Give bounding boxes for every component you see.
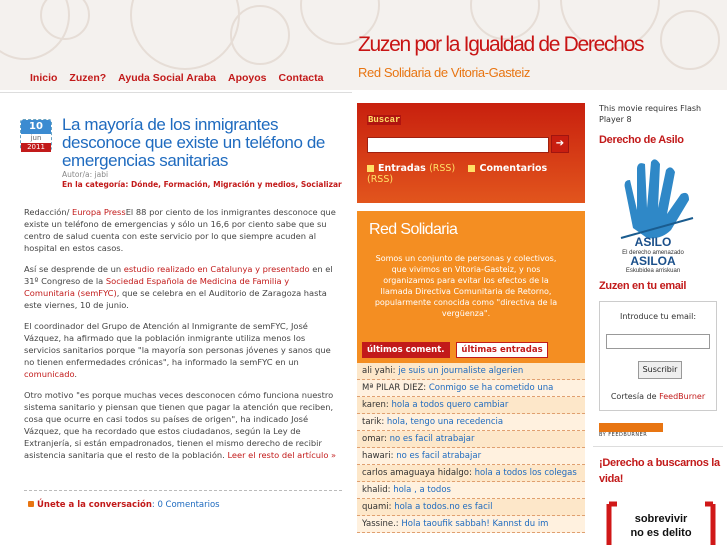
comment-author: ali yahi <box>362 366 393 376</box>
feedburner-link[interactable]: FeedBurner <box>659 392 706 401</box>
text: El 88 por ciento de los inmigrantes desconoce que existe un teléfono de emergencias y sólo un 16,6 por ciento sabe que su centro de salud cuenta con este servicio por lo que siempre acuden al hospital en estos casos. <box>24 207 336 253</box>
entries-label: Entradas <box>378 163 426 174</box>
comment-author: carlos amaguaya hidalgo <box>362 468 470 478</box>
feedburner-credit <box>600 392 716 401</box>
flash-notice: This movie requires Flash Player 8 <box>599 104 702 124</box>
search-button[interactable]: ➔ <box>551 135 569 153</box>
tab-recent-entries[interactable]: últimas entradas <box>456 342 547 358</box>
email-label: Introduce tu email: <box>619 312 697 321</box>
post-categories <box>62 180 342 189</box>
comment-excerpt[interactable]: hola a todos.no es facil <box>394 502 493 512</box>
post-paragraph <box>24 389 342 461</box>
list-item[interactable]: tarik: hola, tengo una recedencia <box>357 414 585 431</box>
text: , que se celebra en el Auditorio de Zaragoza hasta este viernes, 10 de junio. <box>24 288 327 310</box>
feedburner-text: BY FEEDBURNER <box>599 432 648 438</box>
asilo-heading: Derecho de Asilo <box>599 134 684 146</box>
link-comunicado[interactable]: comunicado <box>24 369 75 379</box>
campaign-banner[interactable] <box>605 498 717 545</box>
email-subscribe-box <box>599 301 717 411</box>
join-conversation-link[interactable]: Únete a la conversación <box>37 500 152 510</box>
comment-excerpt[interactable]: je suis un journaliste algerien <box>398 366 524 376</box>
asilo-line1: El derecho amenazado <box>622 250 684 256</box>
comment-author: khalid <box>362 485 388 495</box>
comment-author: Mª PILAR DIEZ <box>362 383 424 393</box>
text: Así se desprende de un <box>24 264 124 274</box>
list-item[interactable]: ali yahi: je suis un journaliste algerien <box>357 363 585 380</box>
categories-label: En la categoría: <box>62 180 129 189</box>
nav-zuzen[interactable]: Zuzen? <box>69 72 107 84</box>
asilo-big: ASILO <box>634 235 672 249</box>
post-column <box>0 92 352 545</box>
feedburner-logo[interactable] <box>599 423 663 439</box>
comment-excerpt[interactable]: Conmigo se ha cometido una <box>428 383 554 393</box>
decor-swirl <box>660 10 720 70</box>
main-nav <box>30 72 335 84</box>
text: en el 31º Congreso de la <box>24 264 333 286</box>
nav-contacta[interactable]: Contacta <box>278 72 324 84</box>
tab-recent-comments[interactable]: últimos coment. <box>362 342 450 358</box>
list-item[interactable]: quami: hola a todos.no es facil <box>357 499 585 516</box>
list-item[interactable]: khalid: hola , a todos <box>357 482 585 499</box>
asilo-big2: ASILOA <box>630 254 676 268</box>
link-semfyc[interactable]: Sociedad Española de Medicina de Familia y Comunitaria (semFYC) <box>24 276 290 298</box>
post-body <box>24 206 342 470</box>
comment-author: hawari <box>362 451 391 461</box>
categories-links[interactable]: Dónde, Formación, Migración y medios, Socializar <box>130 180 342 189</box>
email-input[interactable] <box>606 334 710 349</box>
search-input[interactable] <box>367 137 549 153</box>
comment-excerpt[interactable]: hola, tengo una recedencia <box>386 417 504 427</box>
comment-author: tarik <box>362 417 382 427</box>
list-item[interactable]: karen: hola a todos quero cambiar <box>357 397 585 414</box>
text: Otro motivo "es porque muchas veces desconocen cómo funciona nuestro sistema sanitario y piensan que tienen que pagar la atención que reciben, cosa que ocurre en casi todos su países de origen", ha indicado José Vázquez, que ha recordado que estos ciudadanos, según la Ley de Extranjería, si están empadronados, tienen el mismo derecho de recibir asistencia sanitaria que el resto de la población. <box>24 390 334 460</box>
feedburner-bar <box>599 423 663 432</box>
date-day: 10 <box>21 120 51 134</box>
search-box <box>357 103 585 203</box>
decor-swirl <box>130 0 240 70</box>
red-solidaria-title: Red Solidaria <box>369 221 458 238</box>
right-sidebar <box>591 103 727 545</box>
comment-author: Yassine. <box>362 519 396 529</box>
text: Redacción/ <box>24 207 73 217</box>
comment-excerpt[interactable]: hola , a todos <box>393 485 451 495</box>
post-title[interactable]: La mayoría de los inmigrantes desconoce que existe un teléfono de emergencias sanitarias <box>62 115 325 170</box>
comment-excerpt[interactable]: Hola taoufik sabbah! Kannst du im <box>401 519 549 529</box>
list-item[interactable]: Mª PILAR DIEZ: Conmigo se ha cometido una <box>357 380 585 397</box>
site-title[interactable]: Zuzen por la Igualdad de Derechos <box>358 33 644 56</box>
site-subtitle: Red Solidaria de Vitoria-Gasteiz <box>358 65 530 80</box>
middle-sidebar <box>357 103 585 545</box>
link-europa-press[interactable]: Europa Press <box>72 207 126 217</box>
read-more-link[interactable]: Leer el resto del artículo » <box>227 450 337 460</box>
list-item[interactable]: hawari: no es facil atrabajar <box>357 448 585 465</box>
link-estudio[interactable]: estudio realizado en Catalunya y presentado <box>123 264 310 274</box>
post-paragraph <box>24 206 342 254</box>
rss-label: (RSS) <box>367 174 394 185</box>
credit-text: Cortesía de <box>610 392 660 401</box>
entries-feed[interactable] <box>367 163 455 174</box>
site-header <box>0 0 727 90</box>
post-paragraph <box>24 320 342 380</box>
post-comments <box>28 500 220 510</box>
divider <box>24 490 342 491</box>
comment-author: quami <box>362 502 389 512</box>
date-month: jun <box>30 134 42 142</box>
asilo-line2: Eskubidea arriskuan <box>625 268 681 273</box>
text: . <box>74 369 78 379</box>
decor-swirl <box>230 5 290 65</box>
comment-count[interactable]: : 0 Comentarios <box>151 500 220 510</box>
text: El coordinador del Grupo de Atención al Inmigrante de semFYC, José Vázquez, ha afirmado que la población inmigrante utiliza menos los servicios sanitarios porque "la mayoría son personas jóvenes y sanos que no tienen enfermedades crónicas", ha informado la semFYC en un <box>24 321 331 367</box>
comment-author: omar <box>362 434 385 444</box>
comment-excerpt[interactable]: no es facil atrabajar <box>389 434 475 444</box>
red-solidaria-text: Somos un conjunto de personas y colectivos, que vivimos en Vitoria-Gasteiz, y nos organizamos para evitar los efectos de la llamada Directiva Comunitaria de Retorno, popularmente conocida como "directiva de la vergüenza". <box>374 254 558 318</box>
nav-apoyos[interactable]: Apoyos <box>228 72 267 84</box>
subscribe-button[interactable]: Suscribir <box>638 361 682 379</box>
list-item[interactable]: Yassine.: Hola taoufik sabbah! Kannst du im <box>357 516 585 533</box>
rss-label: (RSS) <box>429 163 456 174</box>
nav-inicio[interactable]: Inicio <box>30 72 58 84</box>
divider <box>593 446 723 447</box>
feed-links <box>367 163 585 185</box>
date-year: 2011 <box>21 143 51 152</box>
comment-bullet-icon <box>28 501 34 507</box>
hand-icon <box>621 159 693 238</box>
search-label: Buscar <box>368 115 401 125</box>
list-item[interactable]: omar: no es facil atrabajar <box>357 431 585 448</box>
email-heading: Zuzen en tu email <box>599 280 687 292</box>
nav-ayuda-social[interactable]: Ayuda Social Araba <box>118 72 217 84</box>
recent-comments-list <box>357 363 585 533</box>
comment-excerpt[interactable]: no es facil atrabajar <box>396 451 482 461</box>
post-paragraph <box>24 263 342 311</box>
comment-excerpt[interactable]: hola a todos los colegas <box>474 468 577 478</box>
campaign-line1: sobrevivir <box>634 513 688 525</box>
rss-icon <box>468 165 475 172</box>
comment-author: karen <box>362 400 386 410</box>
recent-tabs <box>362 342 552 358</box>
list-item[interactable]: carlos amaguaya hidalgo: hola a todos los colegas <box>357 465 585 482</box>
date-badge <box>20 119 52 151</box>
rss-icon <box>367 165 374 172</box>
comment-excerpt[interactable]: hola a todos quero cambiar <box>391 400 509 410</box>
asilo-banner[interactable] <box>603 158 703 273</box>
campaign-line2: no es delito <box>630 527 692 539</box>
campaign-heading: ¡Derecho a buscarnos la vida! <box>599 457 720 485</box>
comments-label: Comentarios <box>479 163 548 174</box>
post-author: Autor/a: jabi <box>62 170 109 179</box>
